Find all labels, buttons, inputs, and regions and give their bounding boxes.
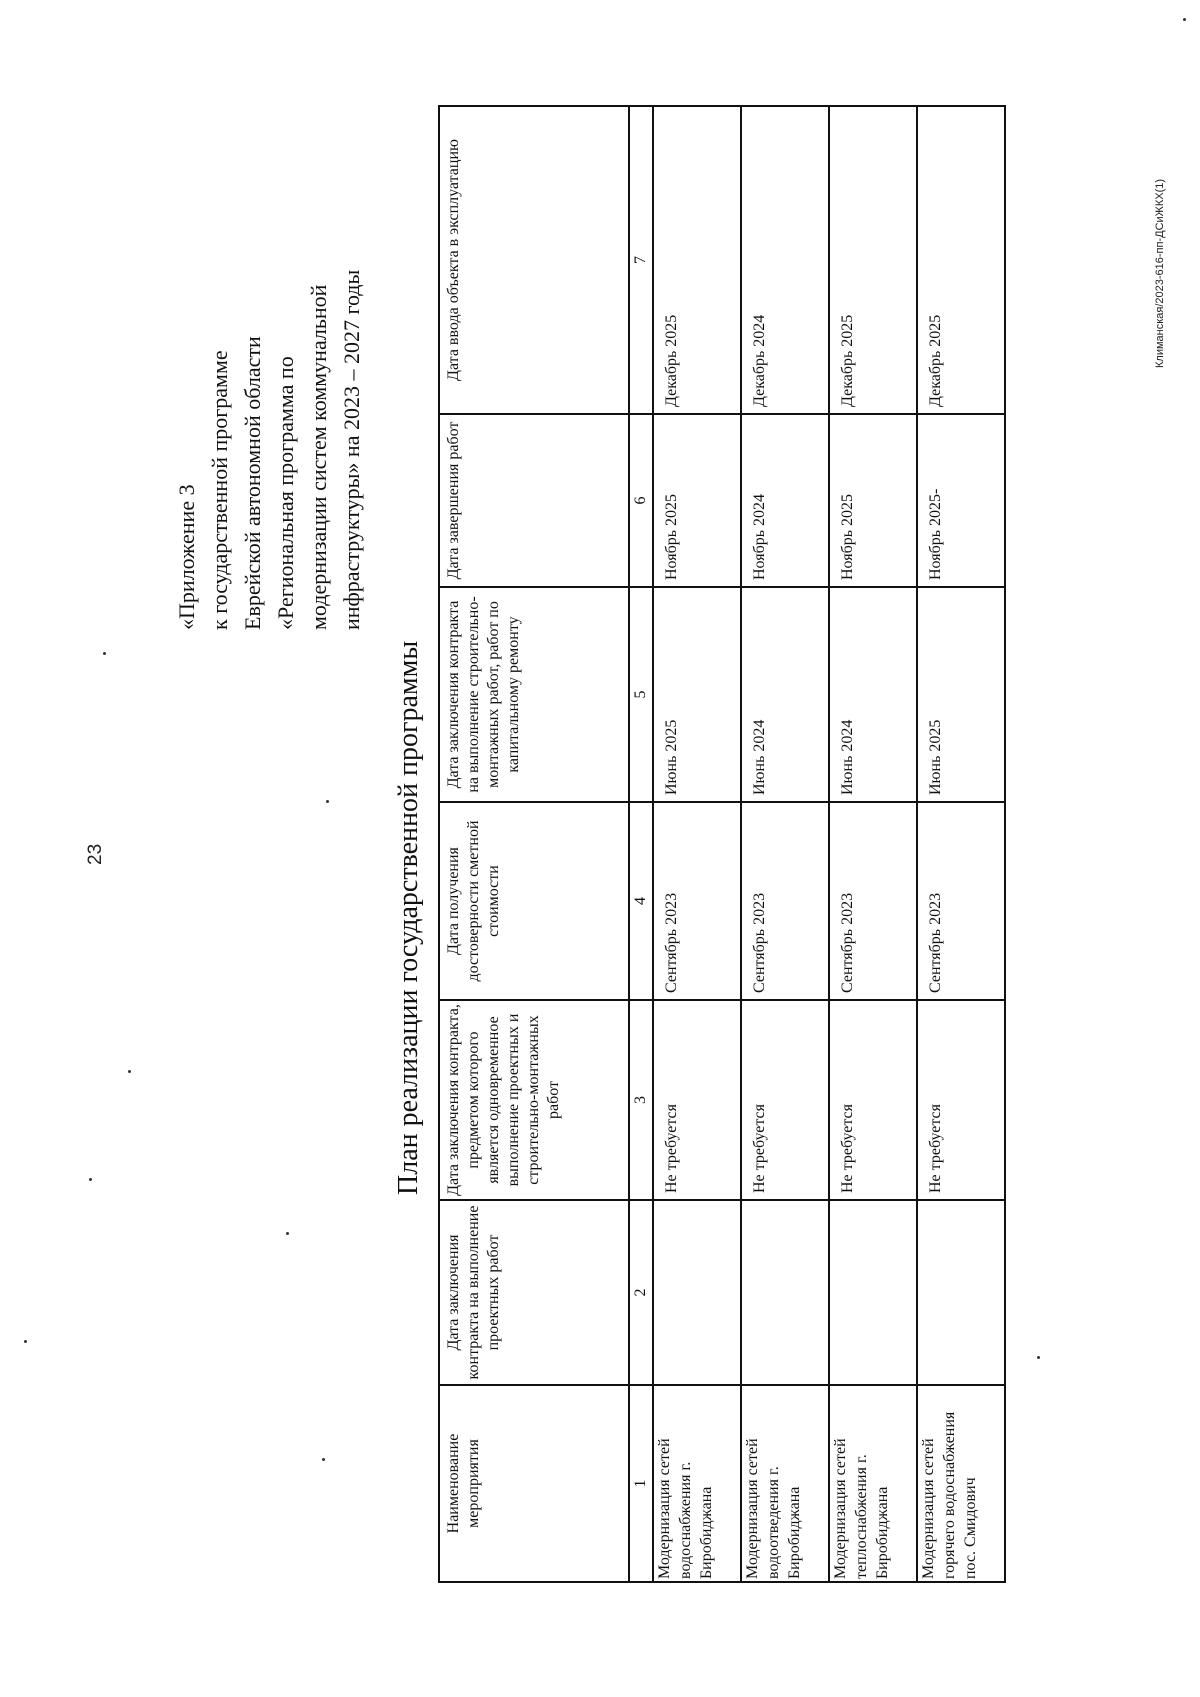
scan-speck [103, 652, 106, 655]
column-header: Наименование мероприятия [439, 1385, 629, 1582]
appendix-line: инфраструктуры» на 2023 – 2027 годы [339, 269, 364, 630]
construction-contract-cell: Июнь 2025 [917, 587, 1005, 802]
column-header: Дата заключения контракта на выполнение проектных работ [439, 1200, 629, 1385]
column-number: 2 [629, 1200, 653, 1385]
completion-date-cell: Ноябрь 2025- [917, 414, 1005, 587]
scan-speck [89, 1178, 92, 1181]
event-name-cell: Модернизация сетей теплоснабжения г. Биробиджана [829, 1385, 917, 1582]
design-contract-cell [829, 1200, 917, 1385]
column-header: Дата заключения контракта на выполнение строительно-монтажных работ, работ по капитальному ремонту [439, 587, 629, 802]
scan-speck [128, 1070, 131, 1073]
scan-speck [1183, 18, 1186, 21]
table-row [917, 106, 1005, 1582]
column-number: 7 [629, 106, 653, 414]
column-number: 6 [629, 414, 653, 587]
estimate-date-cell: Сентябрь 2023 [829, 802, 917, 1000]
column-number: 3 [629, 1000, 653, 1200]
appendix-heading [170, 110, 368, 630]
table-row [741, 106, 829, 1582]
scan-speck [286, 1232, 289, 1235]
document-code: Климанская/2023-616-пп-ДСиЖКХ(1) [1154, 178, 1166, 368]
estimate-date-cell: Сентябрь 2023 [741, 802, 829, 1000]
column-header: Дата завершения работ [439, 414, 629, 587]
scan-speck [1037, 1356, 1040, 1359]
design-contract-cell [741, 1200, 829, 1385]
column-number: 5 [629, 587, 653, 802]
completion-date-cell: Ноябрь 2025 [653, 414, 741, 587]
completion-date-cell: Ноябрь 2025 [829, 414, 917, 587]
table-row [653, 106, 741, 1582]
estimate-date-cell: Сентябрь 2023 [653, 802, 741, 1000]
combined-contract-cell: Не требуется [829, 1000, 917, 1200]
construction-contract-cell: Июнь 2025 [653, 587, 741, 802]
commissioning-date-cell: Декабрь 2025 [917, 106, 1005, 414]
event-name-cell: Модернизация сетей водоотведения г. Биробиджана [741, 1385, 829, 1582]
scan-speck [326, 800, 329, 803]
event-name-cell: Модернизация сетей водоснабжения г. Биробиджана [653, 1385, 741, 1582]
table-header-row [439, 106, 629, 1582]
design-contract-cell [917, 1200, 1005, 1385]
column-number: 1 [629, 1385, 653, 1582]
appendix-line: «Приложение 3 [174, 484, 199, 630]
construction-contract-cell: Июнь 2024 [741, 587, 829, 802]
column-header: Дата заключения контракта, предметом которого является одновременное выполнение проектных и строительно-монтажных работ [439, 1000, 629, 1200]
combined-contract-cell: Не требуется [653, 1000, 741, 1200]
plan-table-wrapper [438, 105, 1006, 1583]
appendix-line: Еврейской автономной области [240, 336, 265, 630]
combined-contract-cell: Не требуется [917, 1000, 1005, 1200]
column-header: Дата ввода объекта в эксплуатацию [439, 106, 629, 414]
plan-table [438, 105, 1006, 1583]
column-number-row [629, 106, 653, 1582]
event-name-cell: Модернизация сетей горячего водоснабжения пос. Смидович [917, 1385, 1005, 1582]
column-header: Дата получения достоверности сметной стоимости [439, 802, 629, 1000]
commissioning-date-cell: Декабрь 2025 [829, 106, 917, 414]
commissioning-date-cell: Декабрь 2025 [653, 106, 741, 414]
estimate-date-cell: Сентябрь 2023 [917, 802, 1005, 1000]
scan-speck [322, 1458, 325, 1461]
combined-contract-cell: Не требуется [741, 1000, 829, 1200]
appendix-line: модернизации систем коммунальной [306, 284, 331, 630]
appendix-line: к государственной программе [207, 350, 232, 630]
construction-contract-cell: Июнь 2024 [829, 587, 917, 802]
scan-speck [24, 1340, 27, 1343]
design-contract-cell [653, 1200, 741, 1385]
column-number: 4 [629, 802, 653, 1000]
completion-date-cell: Ноябрь 2024 [741, 414, 829, 587]
commissioning-date-cell: Декабрь 2024 [741, 106, 829, 414]
plan-title: План реализации государственной программы [393, 640, 424, 1195]
page-number: 23 [85, 843, 106, 865]
table-row [829, 106, 917, 1582]
appendix-line: «Региональная программа по [273, 356, 298, 630]
